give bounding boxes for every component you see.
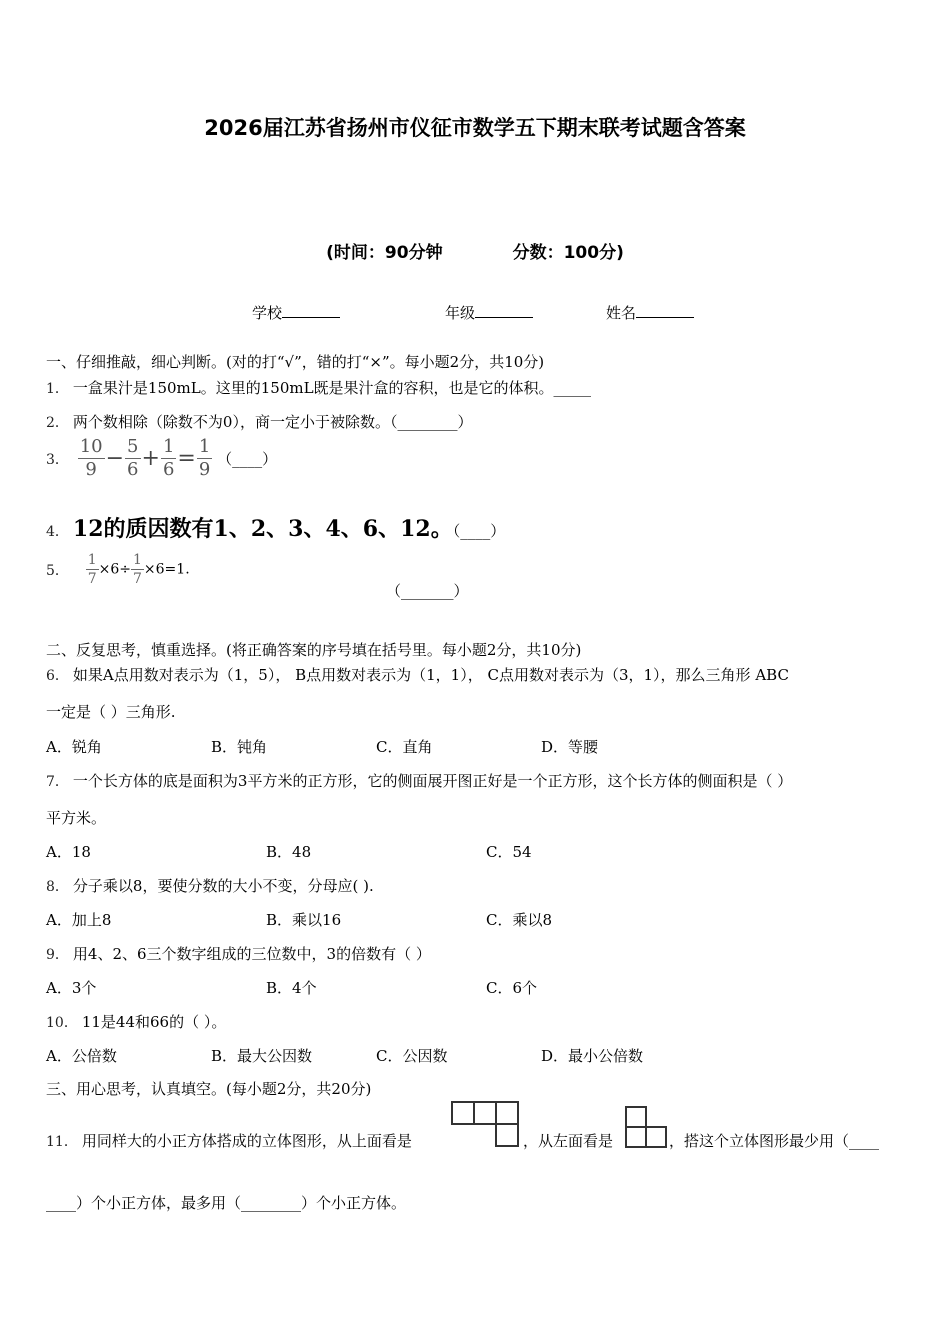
option-c[interactable]: C．公因数 <box>376 1047 448 1065</box>
name-blank[interactable] <box>636 303 694 318</box>
grade-field: 年级 <box>445 302 533 323</box>
question-4: 4． 12的质因数有1、2、3、4、6、12。（____） <box>46 516 506 542</box>
left-view-figure <box>624 1105 668 1149</box>
fraction: $\frac{1}{7}$ <box>133 552 142 587</box>
option-b[interactable]: B．最大公因数 <box>211 1047 313 1065</box>
question-11-line2: ____）个小正方体，最多用（________）个小正方体。 <box>46 1194 407 1212</box>
option-a[interactable]: A．加上8 <box>46 911 112 929</box>
top-view-figure <box>450 1100 522 1148</box>
time-info: (时间：90分钟 <box>326 243 443 263</box>
option-b[interactable]: B．钝角 <box>211 738 268 756</box>
option-a[interactable]: A．锐角 <box>46 738 102 756</box>
school-field: 学校 <box>252 302 340 323</box>
square <box>496 1102 518 1124</box>
section2-heading: 二、反复思考，慎重选择。(将正确答案的序号填在括号里。每小题2分，共10分) <box>46 641 582 659</box>
question-6-line2: 一定是（ ）三角形. <box>46 703 176 721</box>
option-c[interactable]: C．直角 <box>376 738 433 756</box>
score-info: 分数：100分) <box>512 243 624 263</box>
question-8: 8． 分子乘以8，要使分数的大小不变，分母应( ). <box>46 877 374 895</box>
question-7-line2: 平方米。 <box>46 809 107 827</box>
option-b[interactable]: B．4个 <box>266 979 317 997</box>
option-a[interactable]: A．3个 <box>46 979 97 997</box>
fraction: $\frac{1}{9}$ <box>198 436 211 480</box>
square <box>452 1102 474 1124</box>
exam-info <box>0 238 950 263</box>
question-11: 11． 用同样大的小正方体搭成的立体图形，从上面看是 <box>46 1132 412 1150</box>
question-10: 10． 11是44和66的（ ）。 <box>46 1013 227 1031</box>
name-field: 姓名 <box>606 302 694 323</box>
option-c[interactable]: C．54 <box>486 843 532 861</box>
question-1: 1． 一盒果汁是150mL。这里的150mL既是果汁盒的容积，也是它的体积。_____ <box>46 379 592 397</box>
square <box>626 1107 646 1127</box>
section1-heading: 一、仔细推敲，细心判断。(对的打“√”，错的打“×”。每小题2分，共10分) <box>46 353 545 371</box>
page-title: 2026届江苏省扬州市仪征市数学五下期末联考试题含答案 <box>204 116 746 140</box>
question-11-part2: ，从左面看是 <box>523 1132 614 1150</box>
fraction: $\frac{5}{6}$ <box>127 436 139 480</box>
square <box>474 1102 496 1124</box>
question-3: 3． $\frac{10}{9}$ − $\frac{5}{6}$ + $\frac{1}{6}$ = $\frac{1}{9}$ （____） <box>46 436 278 480</box>
question-5-answer: （_______） <box>386 582 469 600</box>
option-a[interactable]: A．公倍数 <box>46 1047 117 1065</box>
square <box>646 1127 666 1147</box>
option-c[interactable]: C．乘以8 <box>486 911 553 929</box>
question-6: 6． 如果A点用数对表示为（1，5）， B点用数对表示为（1，1）， C点用数对表示为（3，1），那么三角形 ABC <box>46 666 789 684</box>
question-2: 2． 两个数相除（除数不为0），商一定小于被除数。（________） <box>46 413 473 431</box>
option-b[interactable]: B．48 <box>266 843 312 861</box>
question-9: 9． 用4、2、6三个数字组成的三位数中，3的倍数有（ ） <box>46 945 431 963</box>
fraction: $\frac{1}{6}$ <box>162 436 175 480</box>
grade-blank[interactable] <box>475 303 533 318</box>
school-blank[interactable] <box>282 303 340 318</box>
question-11-part3: ，搭这个立体图形最少用（____ <box>669 1132 880 1150</box>
option-d[interactable]: D．等腰 <box>541 738 599 756</box>
fraction: $\frac{1}{7}$ <box>87 552 97 587</box>
option-a[interactable]: A．18 <box>46 843 91 861</box>
option-b[interactable]: B．乘以16 <box>266 911 342 929</box>
question-7: 7． 一个长方体的底是面积为3平方米的正方形，它的侧面展开图正好是一个正方形，这个长方体的侧面积是（ ） <box>46 772 793 790</box>
option-c[interactable]: C．6个 <box>486 979 538 997</box>
question-5: 5． $\frac{1}{7}$ ×6÷ $\frac{1}{7}$ ×6=1. <box>46 552 190 587</box>
square <box>626 1127 646 1147</box>
square <box>496 1124 518 1146</box>
section3-heading: 三、用心思考，认真填空。(每小题2分，共20分) <box>46 1080 372 1098</box>
option-d[interactable]: D．最小公倍数 <box>541 1047 644 1065</box>
fraction: $\frac{10}{9}$ <box>79 436 103 480</box>
